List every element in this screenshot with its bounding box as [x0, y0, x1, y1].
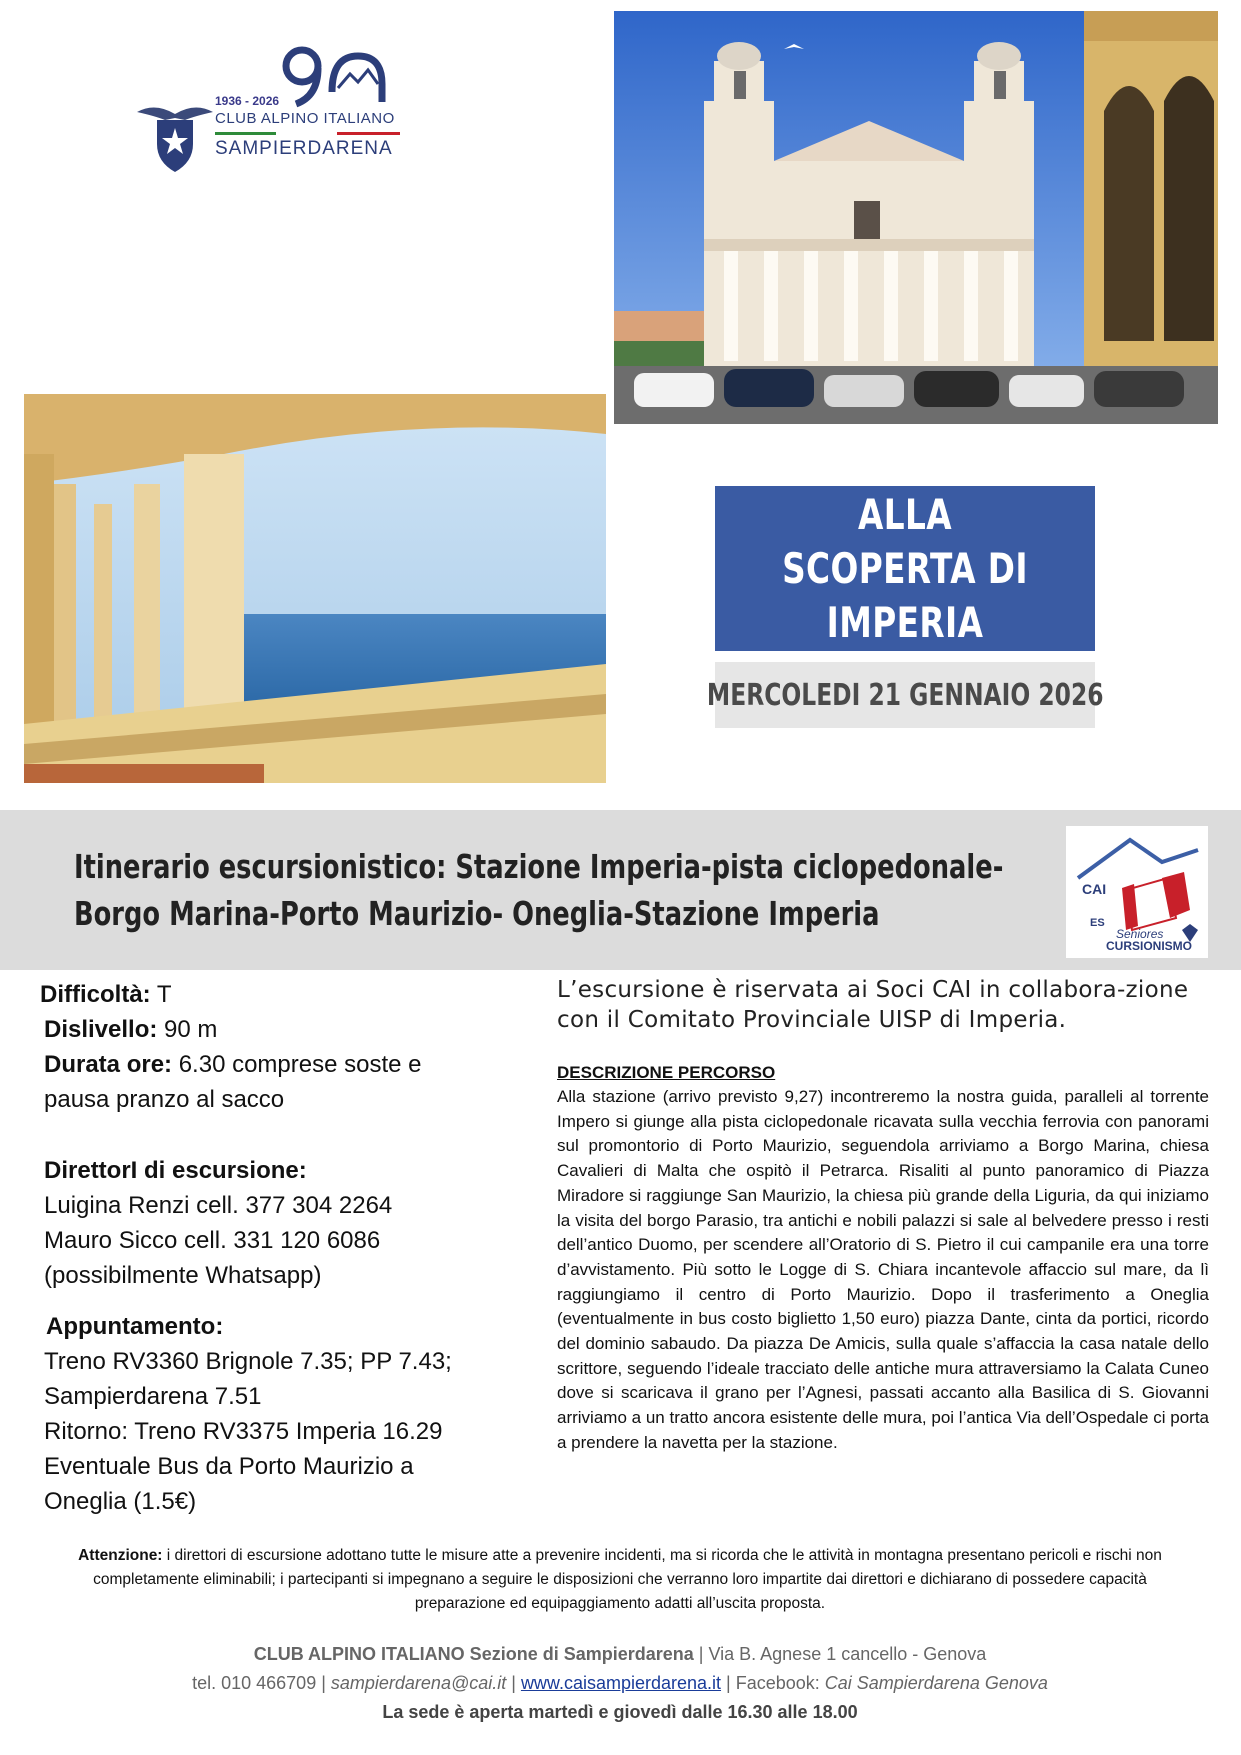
footer-website-link[interactable]: www.caisampierdarena.it	[520, 1673, 722, 1693]
description-title: DESCRIZIONE PERCORSO	[557, 1063, 776, 1082]
church-photo	[614, 11, 1218, 424]
duration-row	[44, 1051, 422, 1079]
badge-escursionismo-text: CURSIONISMO	[1106, 939, 1193, 953]
event-date-box	[706, 662, 1104, 728]
eagle-emblem-icon	[135, 92, 215, 192]
meeting-line-5: Oneglia (1.5€)	[44, 1488, 197, 1515]
meeting-line-4: Eventuale Bus da Porto Maurizio a	[44, 1453, 414, 1480]
footer-facebook-label: | Facebook:	[721, 1673, 825, 1693]
attention-label: Attenzione:	[78, 1547, 163, 1564]
badge-es-text: ES	[1090, 917, 1105, 929]
seniores-escursionismo-badge	[1066, 826, 1208, 958]
logo-section-name: SAMPIERDARENA	[215, 138, 393, 159]
meeting-label: Appuntamento:	[46, 1313, 224, 1340]
footer-address: | Via B. Agnese 1 cancello - Genova	[693, 1644, 987, 1664]
event-title-box	[715, 486, 1095, 651]
director-1: Luigina Renzi cell. 377 304 2264	[44, 1192, 393, 1219]
footer-phone: tel. 010 466709 |	[192, 1673, 331, 1693]
elevation-value: 90 m	[157, 1016, 218, 1043]
logo-tricolor-line	[215, 132, 400, 135]
event-date: MERCOLEDI 21 GENNAIO 2026	[706, 677, 1104, 713]
footer-line-1	[60, 1640, 1180, 1669]
intro-paragraph: L’escursione è riservata ai Soci CAI in collabora-zione con il Comitato Provinciale UISP di Imperia.	[557, 977, 1189, 1033]
difficulty-value: T	[150, 981, 172, 1008]
badge-cai-text: CAI	[1082, 881, 1107, 897]
itinerary-text: Itinerario escursionistico: Stazione Imperia-pista ciclopedonale- Borgo Marina-Porto Maurizio- Oneglia-Stazione Imperia	[74, 847, 1004, 933]
director-2: Mauro Sicco cell. 331 120 6086	[44, 1227, 381, 1254]
itinerary-heading	[74, 843, 1054, 937]
elevation-row	[44, 1016, 217, 1044]
logo-club-name: CLUB ALPINO ITALIANO	[215, 110, 395, 127]
event-title: ALLA SCOPERTA DI IMPERIA	[782, 489, 1028, 647]
duration-label: Durata ore:	[44, 1051, 173, 1078]
footer-hours: La sede è aperta martedì e giovedì dalle 16.30 alle 18.00	[382, 1702, 858, 1722]
footer-facebook[interactable]: Cai Sampierdarena Genova	[824, 1673, 1048, 1693]
difficulty-label: Difficoltà:	[40, 981, 151, 1008]
meeting-line-2: Sampierdarena 7.51	[44, 1383, 262, 1410]
meeting-line-3: Ritorno: Treno RV3375 Imperia 16.29	[44, 1418, 443, 1445]
logo-years: 1936 - 2026	[215, 94, 280, 108]
elevation-label: Dislivello:	[44, 1016, 158, 1043]
footer	[60, 1640, 1180, 1727]
duration-value-2: pausa pranzo al sacco	[44, 1086, 285, 1113]
cai-sampierdarena-logo	[135, 44, 415, 164]
footer-sep: |	[506, 1673, 521, 1693]
director-note: (possibilmente Whatsapp)	[44, 1262, 322, 1289]
loggia-sea-photo	[24, 394, 606, 783]
directors-label: DirettorI di escursione:	[44, 1157, 307, 1184]
anniversary-90-mark	[280, 44, 390, 114]
attention-text: i direttori di escursione adottano tutte le misure atte a prevenire incidenti, ma si ricorda che le attività in montagna presentano pericoli e rischi non completamente eliminabili; i partecipanti si impegnano a seguire le disposizioni che verranno loro impartite dai direttori e dichiarano di possedere capacità preparazione ed equipaggiamento adatti all’uscita proposta.	[93, 1547, 1162, 1612]
badge-seniores-text: Seniores	[1116, 927, 1164, 941]
meeting-line-1: Treno RV3360 Brignole 7.35; PP 7.43;	[44, 1348, 452, 1375]
description-text: Alla stazione (arrivo previsto 9,27) incontreremo la nostra guida, paralleli al torrente Impero si giunge alla pista ciclopedonale ricavata sulla vecchia ferrovia con panorami sul promontorio di Porto Maurizio, seguendola arriviamo a Borgo Marina, chiesa Cavalieri di Malta che ospitò il Petrarca. Risaliti al punto panoramico di Piazza Miradore si raggiunge San Maurizio, la chiesa più grande della Liguria, da qui iniziamo la visita del borgo Parasio, tra antichi e nobili palazzi si sale al belvedere presso i resti dell’antico Duomo, per scendere all’Oratorio di S. Pietro il cui campanile era una torre d’avvistamento. Più sotto le Logge di S. Chiara incantevole affaccio sul mare, da lì raggiungiamo il centro di Porto Maurizio. Dopo il trasferimento a Oneglia (eventualmente in bus costo biglietto 1,50 euro) piazza Dante, cinta da portici, ricordo del dominio sabaudo. Da piazza De Amicis, sulla quale s’affaccia la casa natale dello scrittore, seguendo l’ideale tracciato delle antiche mura attraversiamo la Calata Cuneo dove si scaricava il grano per l’Agnesi, passati accanto alla Basilica di S. Giovanni arriviamo a un tratto ancora esistente delle mura, poi l’antica Via dell’Ospedale ci porta a prendere la navetta per la stazione.	[557, 1087, 1209, 1452]
duration-value: 6.30 comprese soste e	[172, 1051, 422, 1078]
attention-notice	[60, 1544, 1180, 1616]
footer-line-2	[60, 1669, 1180, 1698]
footer-club: CLUB ALPINO ITALIANO Sezione di Sampierdarena	[253, 1644, 694, 1664]
difficulty-row	[40, 981, 172, 1009]
footer-email[interactable]: sampierdarena@cai.it	[330, 1673, 507, 1693]
